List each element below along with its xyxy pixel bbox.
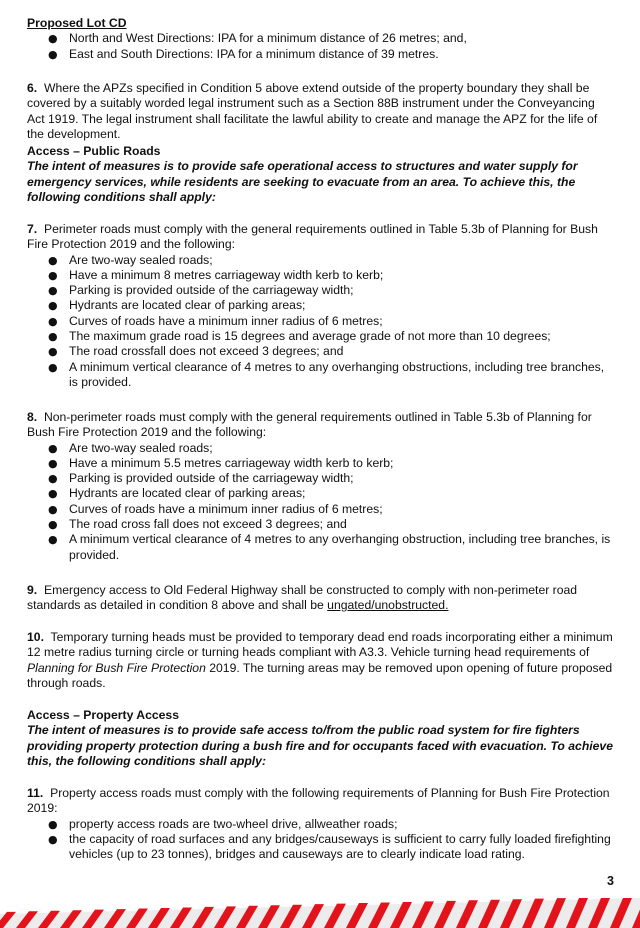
lot-heading: Proposed Lot CD xyxy=(27,16,127,30)
condition-number: 7 xyxy=(27,222,34,236)
condition-text: Temporary turning heads must be provided to temporary dead end roads incorporating either a minimum 12 metre radius turning circle or turning heads compliant with A3.3. Vehicle turning head requirements of xyxy=(27,630,613,660)
section-heading: Access – Public Roads xyxy=(27,144,161,158)
condition-text: Perimeter roads must comply with the general requirements outlined in Table 5.3b of Planning for Bush Fire Protection 2019 and the following: xyxy=(27,222,598,252)
condition-10: 10. Temporary turning heads must be provided to temporary dead end roads incorporating either a minimum 12 metre radius turning circle or turning heads compliant with A3.3. Vehicle turning head requirements of Planning for Bush Fire Protection 2019. The turning areas may be removed upon opening of future proposed through roads. xyxy=(27,630,613,690)
underlined-text: ungated/unobstructed. xyxy=(327,598,449,613)
list-item: ● Have a minimum 8 metres carriageway width kerb to kerb; xyxy=(69,268,614,283)
condition-number: 6 xyxy=(27,81,34,95)
list-item: ● Curves of roads have a minimum inner radius of 6 metres; xyxy=(69,314,614,329)
list-item: ● Parking is provided outside of the carriageway width; xyxy=(69,283,614,298)
condition-text: Non-perimeter roads must comply with the general requirements outlined in Table 5.3b of Planning for Bush Fire Protection 2019 and the following: xyxy=(27,410,592,440)
footer-stripe-band xyxy=(0,896,640,928)
condition-number: 10 xyxy=(27,630,41,644)
condition-6: 6. Where the APZs specified in Condition 5 above extend outside of the property boundary they shall be covered by a suitably worded legal instrument such as a Section 88B instrument under the Conveyancing Act 1919. The legal instrument shall facilitate the lawful ability to create and manage the APZ for the life of the development. xyxy=(27,81,598,141)
condition-9: 9. Emergency access to Old Federal Highway shall be constructed to comply with non-perimeter road standards as detailed in condition 8 above and shall be ungated/unobstructed. xyxy=(27,583,578,613)
condition-11: 11. Property access roads must comply with the following requirements of Planning for Bush Fire Protection 2019: ● property access roads are two-wheel drive, allweather roads; ● the capacity of road surfaces and any bridges/causeways is sufficient to carry fully loaded firefighting vehicles (up to 23 tonnes), bridges and causeways are to clearly indicate load rating. xyxy=(27,786,614,862)
condition-text-end: 2019. The turning areas may be removed upon opening of future proposed through roads. xyxy=(27,660,613,690)
condition-number: 11 xyxy=(27,786,40,800)
page-number: 3 xyxy=(607,874,614,888)
property-access-section xyxy=(27,708,614,769)
list-item: ● the capacity of road surfaces and any bridges/causeways is sufficient to carry fully loaded firefighting vehicles (up to 23 tonnes), bridges and causeways are to clearly indicate load rating. xyxy=(69,832,614,863)
section-heading: Access – Property Access xyxy=(27,708,179,722)
list-item: ● property access roads are two-wheel drive, allweather roads; xyxy=(69,817,614,832)
list-item: ● Have a minimum 5.5 metres carriageway width kerb to kerb; xyxy=(69,456,614,471)
requirements-list xyxy=(27,441,614,563)
list-item: ● Are two-way sealed roads; xyxy=(69,441,614,456)
document-title-italic: Planning for Bush Fire Protection xyxy=(27,660,206,675)
list-item: ● Parking is provided outside of the carriageway width; xyxy=(69,471,614,486)
list-item: ● Are two-way sealed roads; xyxy=(69,253,614,268)
list-item: ● A minimum vertical clearance of 4 metres to any overhanging obstructions, including tree branches, is provided. xyxy=(69,360,614,391)
condition-8: 8. Non-perimeter roads must comply with the general requirements outlined in Table 5.3b of Planning for Bush Fire Protection 2019 and the following: ● Are two-way sealed roads; ● Have a minimum 5.5 metres carriageway width kerb to kerb; ● Parking is provided outside of the carriageway width; ● Hydrants are located clear of parking areas; ● Curves of roads have a minimum inner radius of 6 metres; ● The road cross fall does not exceed 3 degrees; and ● A minimum vertical clearance of 4 metres to any overhanging obstruction, including tree branches, is provided. xyxy=(27,410,614,563)
condition-number: 8 xyxy=(27,410,34,424)
list-item: ● The maximum grade road is 15 degrees and average grade of not more than 10 degrees; xyxy=(69,329,614,344)
list-item: ● The road crossfall does not exceed 3 degrees; and xyxy=(69,344,614,359)
lot-list xyxy=(27,31,614,62)
list-item: ● A minimum vertical clearance of 4 metres to any overhanging obstruction, including tree branches, is provided. xyxy=(69,532,614,563)
condition-number: 9 xyxy=(27,583,34,597)
condition-text: Where the APZs specified in Condition 5 above extend outside of the property boundary they shall be covered by a suitably worded legal instrument such as a Section 88B instrument under the Conveyancing Act 1919. The legal instrument shall facilitate the lawful ability to create and manage the APZ for the life of the development. xyxy=(27,81,598,141)
condition-text: Emergency access to Old Federal Highway shall be constructed to comply with non-perimeter road standards as detailed in condition 8 above and shall be xyxy=(27,583,578,613)
intent-statement: The intent of measures is to provide safe operational access to structures and water supply for emergency services, while residents are seeking to evacuate from an area. To achieve this, the following conditions shall apply: xyxy=(27,159,578,204)
public-roads-section xyxy=(27,144,614,205)
list-item: ● East and South Directions: IPA for a minimum distance of 39 metres. xyxy=(69,47,614,62)
condition-7: 7. Perimeter roads must comply with the general requirements outlined in Table 5.3b of Planning for Bush Fire Protection 2019 and the following: ● Are two-way sealed roads; ● Have a minimum 8 metres carriageway width kerb to kerb; ● Parking is provided outside of the carriageway width; ● Hydrants are located clear of parking areas; ● Curves of roads have a minimum inner radius of 6 metres; ● The maximum grade road is 15 degrees and average grade of not more than 10 degrees; ● The road crossfall does not exceed 3 degrees; and ● A minimum vertical clearance of 4 metres to any overhanging obstructions, including tree branches, is provided. xyxy=(27,222,614,390)
intent-statement: The intent of measures is to provide safe access to/from the public road system for fire fighters providing property protection during a bush fire and for occupants faced with evacuation. To achieve this, the following conditions shall apply: xyxy=(27,723,613,768)
lot-section xyxy=(27,16,614,62)
condition-text: Property access roads must comply with the following requirements of Planning for Bush Fire Protection 2019: xyxy=(27,786,610,816)
list-item: ● Curves of roads have a minimum inner radius of 6 metres; xyxy=(69,502,614,517)
requirements-list xyxy=(27,253,614,391)
list-item: ● Hydrants are located clear of parking areas; xyxy=(69,298,614,313)
requirements-list xyxy=(27,817,614,863)
list-item: ● North and West Directions: IPA for a minimum distance of 26 metres; and, xyxy=(69,31,614,46)
list-item: ● The road cross fall does not exceed 3 degrees; and xyxy=(69,517,614,532)
list-item: ● Hydrants are located clear of parking areas; xyxy=(69,486,614,501)
